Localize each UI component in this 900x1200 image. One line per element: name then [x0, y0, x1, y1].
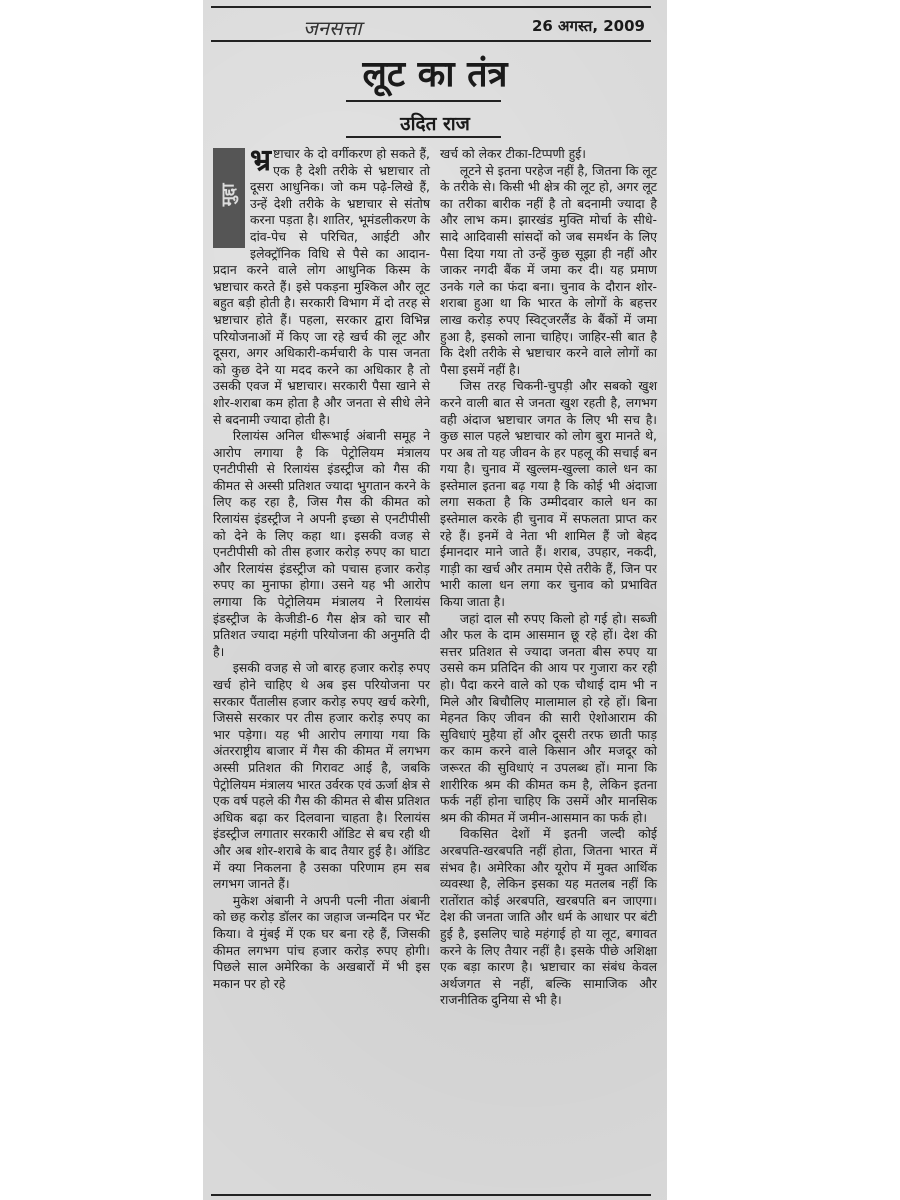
- paragraph: इसकी वजह से जो बारह हजार करोड़ रुपए खर्च होने चाहिए थे अब इस परियोजना पर सरकार पैंतालीस हजार करोड़ रुपए खर्च करेगी, जिससे सरकार पर तीस हजार करोड़ रुपए का भार पड़ेगा। यह भी आरोप लगाया गया कि अंतरराष्ट्रीय बाजार में गैस की कीमत में लगभग अस्सी प्रतिशत की गिरावट आई है, जबकि पेट्रोलियम मंत्रालय भारत उर्वरक एवं ऊर्जा क्षेत्र से एक वर्ष पहले की गैस की कीमत से बीस प्रतिशत अधिक बढ़ा कर दिलवाना चाहता है। रिलायंस इंडस्ट्रीज लगातार सरकारी ऑडिट से बच रही थी और अब शोर-शराबे के बाद तैयार हुई है। ऑडिट में क्या निकलना है उसका परिणाम हम सब लगभग जानते हैं।: [213, 660, 430, 892]
- right-column: [440, 146, 657, 1009]
- paragraph: खर्च को लेकर टीका-टिप्पणी हुई।: [440, 146, 586, 161]
- paragraph: विकसित देशों में इतनी जल्दी कोई अरबपति-खरबपति नहीं होता, जितना भारत में संभव है। अमेरिका और यूरोप में मुक्त आर्थिक व्यवस्था है, लेकिन इसका यह मतलब नहीं कि रातोंरात कोई अरबपति, खरबपति बन जाएगा। देश की जनता जाति और धर्म के आधार पर बंटी हुई है, इसलिए चाहे महंगाई हो या लूट, बगावत करने के लिए तैयार नहीं है। इसके पीछे अशिक्षा एक बड़ा कारण है। भ्रष्टाचार का संबंध केवल अर्थजगत से नहीं, बल्कि सामाजिक और राजनीतिक दुनिया से भी है।: [440, 826, 657, 1008]
- header-rule: [211, 40, 651, 42]
- bottom-rule: [211, 1194, 651, 1196]
- title-rule: [346, 100, 501, 102]
- paragraph: रिलायंस अनिल धीरूभाई अंबानी समूह ने आरोप लगाया है कि पेट्रोलियम मंत्रालय एनटीपीसी से रिलायंस इंडस्ट्रीज को गैस की कीमत से अस्सी प्रतिशत ज्यादा भुगतान करने के लिए कह रहा है, जिस गैस की कीमत को रिलायंस इंडस्ट्रीज ने अपनी इच्छा से एनटीपीसी को देने के लिए कहा था। इसकी वजह से एनटीपीसी को तीस हजार करोड़ रुपए का घाटा और रिलायंस इंडस्ट्रीज को पचास हजार करोड़ रुपए का मुनाफा होगा। उसने यह भी आरोप लगाया कि पेट्रोलियम मंत्रालय ने रिलायंस इंडस्ट्रीज के केजीडी-6 गैस क्षेत्र को चार सौ प्रतिशत ज्यादा महंगी परियोजना की अनुमति दी है।: [213, 428, 430, 659]
- paragraph: जहां दाल सौ रुपए किलो हो गई हो। सब्जी और फल के दाम आसमान छू रहे हों। देश की सत्तर प्रतिशत से ज्यादा जनता बीस रुपए या उससे कम प्रतिदिन की आय पर गुजारा कर रही हो। पैदा करने वाले को एक चौथाई दाम भी न मिले और बिचौलिए मालामाल हो रहे हों। बिना मेहनत किए जीवन की सारी ऐशोआराम की सुविधाएं मुहैया हों और दूसरी तरफ छाती फाड़ कर काम करने वाले किसान और मजदूर को जरूरत की सुविधाएं न उपलब्ध हों। माना कि शारीरिक श्रम की कीमत कम है, लेकिन इतना फर्क नहीं होना चाहिए कि उसमें और मानसिक श्रम की कीमत में जमीन-आसमान का फर्क हो।: [440, 610, 657, 825]
- paragraph: मुकेश अंबानी ने अपनी पत्नी नीता अंबानी को छह करोड़ डॉलर का जहाज जन्मदिन पर भेंट किया। वे मुंबई में एक घर बना रहे हैं, जिसकी कीमत लगभग पांच हजार करोड़ रुपए होगी। पिछले साल अमेरिका के अखबारों में भी इस मकान पर हो रहे: [213, 892, 430, 991]
- paragraph: जिस तरह चिकनी-चुपड़ी और सबको खुश करने वाली बात से जनता खुश रहती है, लगभग वही अंदाज भ्रष्टाचार जगत के लिए भी सच है। कुछ साल पहले भ्रष्टाचार को लोग बुरा मानते थे, पर अब तो यह जीवन के हर पहलू की सचाई बन गया है। चुनाव में खुल्लम-खुल्ला काले धन का इस्तेमाल इतना बढ़ गया है कि कोई भी अंदाजा लगा सकता है कि उम्मीदवार काले धन का इस्तेमाल करके ही चुनाव में सफलता प्राप्त कर रहे हैं। इनमें वे नेता भी शामिल हैं जो बेहद ईमानदार माने जाते हैं। शराब, उपहार, नकदी, गाड़ी का खर्च और तमाम ऐसे तरीके हैं, जिन पर भारी काला धन लगा कर चुनाव को प्रभावित किया जाता है।: [440, 378, 657, 610]
- drop-cap: भ्र: [250, 143, 272, 178]
- left-column: [213, 143, 430, 992]
- handwritten-masthead: जनसत्ता: [303, 16, 362, 40]
- paragraph: भ्र ष्टाचार के दो वर्गीकरण हो सकते हैं, एक है देशी तरीके से भ्रष्टाचार तो दूसरा आधुनिक। जो कम पढ़े-लिखे हैं, उन्हें देशी तरीके के भ्रष्टाचार से संतोष करना पड़ता है। शातिर, भूमंडलीकरण के दांव-पेच से परिचित, आईटी और इलेक्ट्रॉनिक विधि से पैसे का आदान-प्रदान करने वाले लोग आधुनिक किस्म के भ्रष्टाचार करते हैं। इसे पकड़ना मुश्किल और लूट बहुत बड़ी होती है। सरकारी विभाग में दो तरह से भ्रष्टाचार होते हैं। पहला, सरकार द्वारा विभिन्न परियोजनाओं में किए जा रहे खर्च की लूट और दूसरा, अगर अधिकारी-कर्मचारी के पास जनता को कुछ देने या मदद करने का अधिकार है तो उसकी एवज में भ्रष्टाचार। सरकारी पैसा खाने से शोर-शराबा कम होता है और जनता से सीधे लेने से बदनामी ज्यादा होती है।: [213, 143, 430, 427]
- top-rule: [211, 6, 651, 8]
- article-title: लूट का तंत्र: [362, 54, 508, 95]
- section-tag: मुद्दा: [213, 148, 245, 248]
- publication-date: 26 अगस्त, 2009: [531, 17, 645, 35]
- author-rule: [346, 136, 501, 138]
- paragraph: लूटने से इतना परहेज नहीं है, जितना कि लूट के तरीके से। किसी भी क्षेत्र की लूट हो, अगर लूट का तरीका बारीक नहीं है तो बदनामी ज्यादा है और लाभ कम। झारखंड मुक्ति मोर्चा के सीधे-सादे आदिवासी सांसदों को जब समर्थन के लिए पैसा दिया गया तो उन्हें कुछ सूझा ही नहीं और जाकर नगदी बैंक में जमा कर दी। यह प्रमाण उनके गले का फंदा बना। चुनाव के दौरान शोर-शराबा हुआ था कि भारत के लोगों के बहत्तर लाख करोड़ रुपए स्विट्जरलैंड के बैंकों में जमा हुआ है, इसको लाना चाहिए। जाहिर-सी बात है कि देशी तरीके से भ्रष्टाचार करने वाले लोगों का पैसा इसमें नहीं है।: [440, 162, 657, 377]
- article-author: उदित राज: [400, 113, 470, 135]
- newspaper-clipping: [203, 0, 667, 1200]
